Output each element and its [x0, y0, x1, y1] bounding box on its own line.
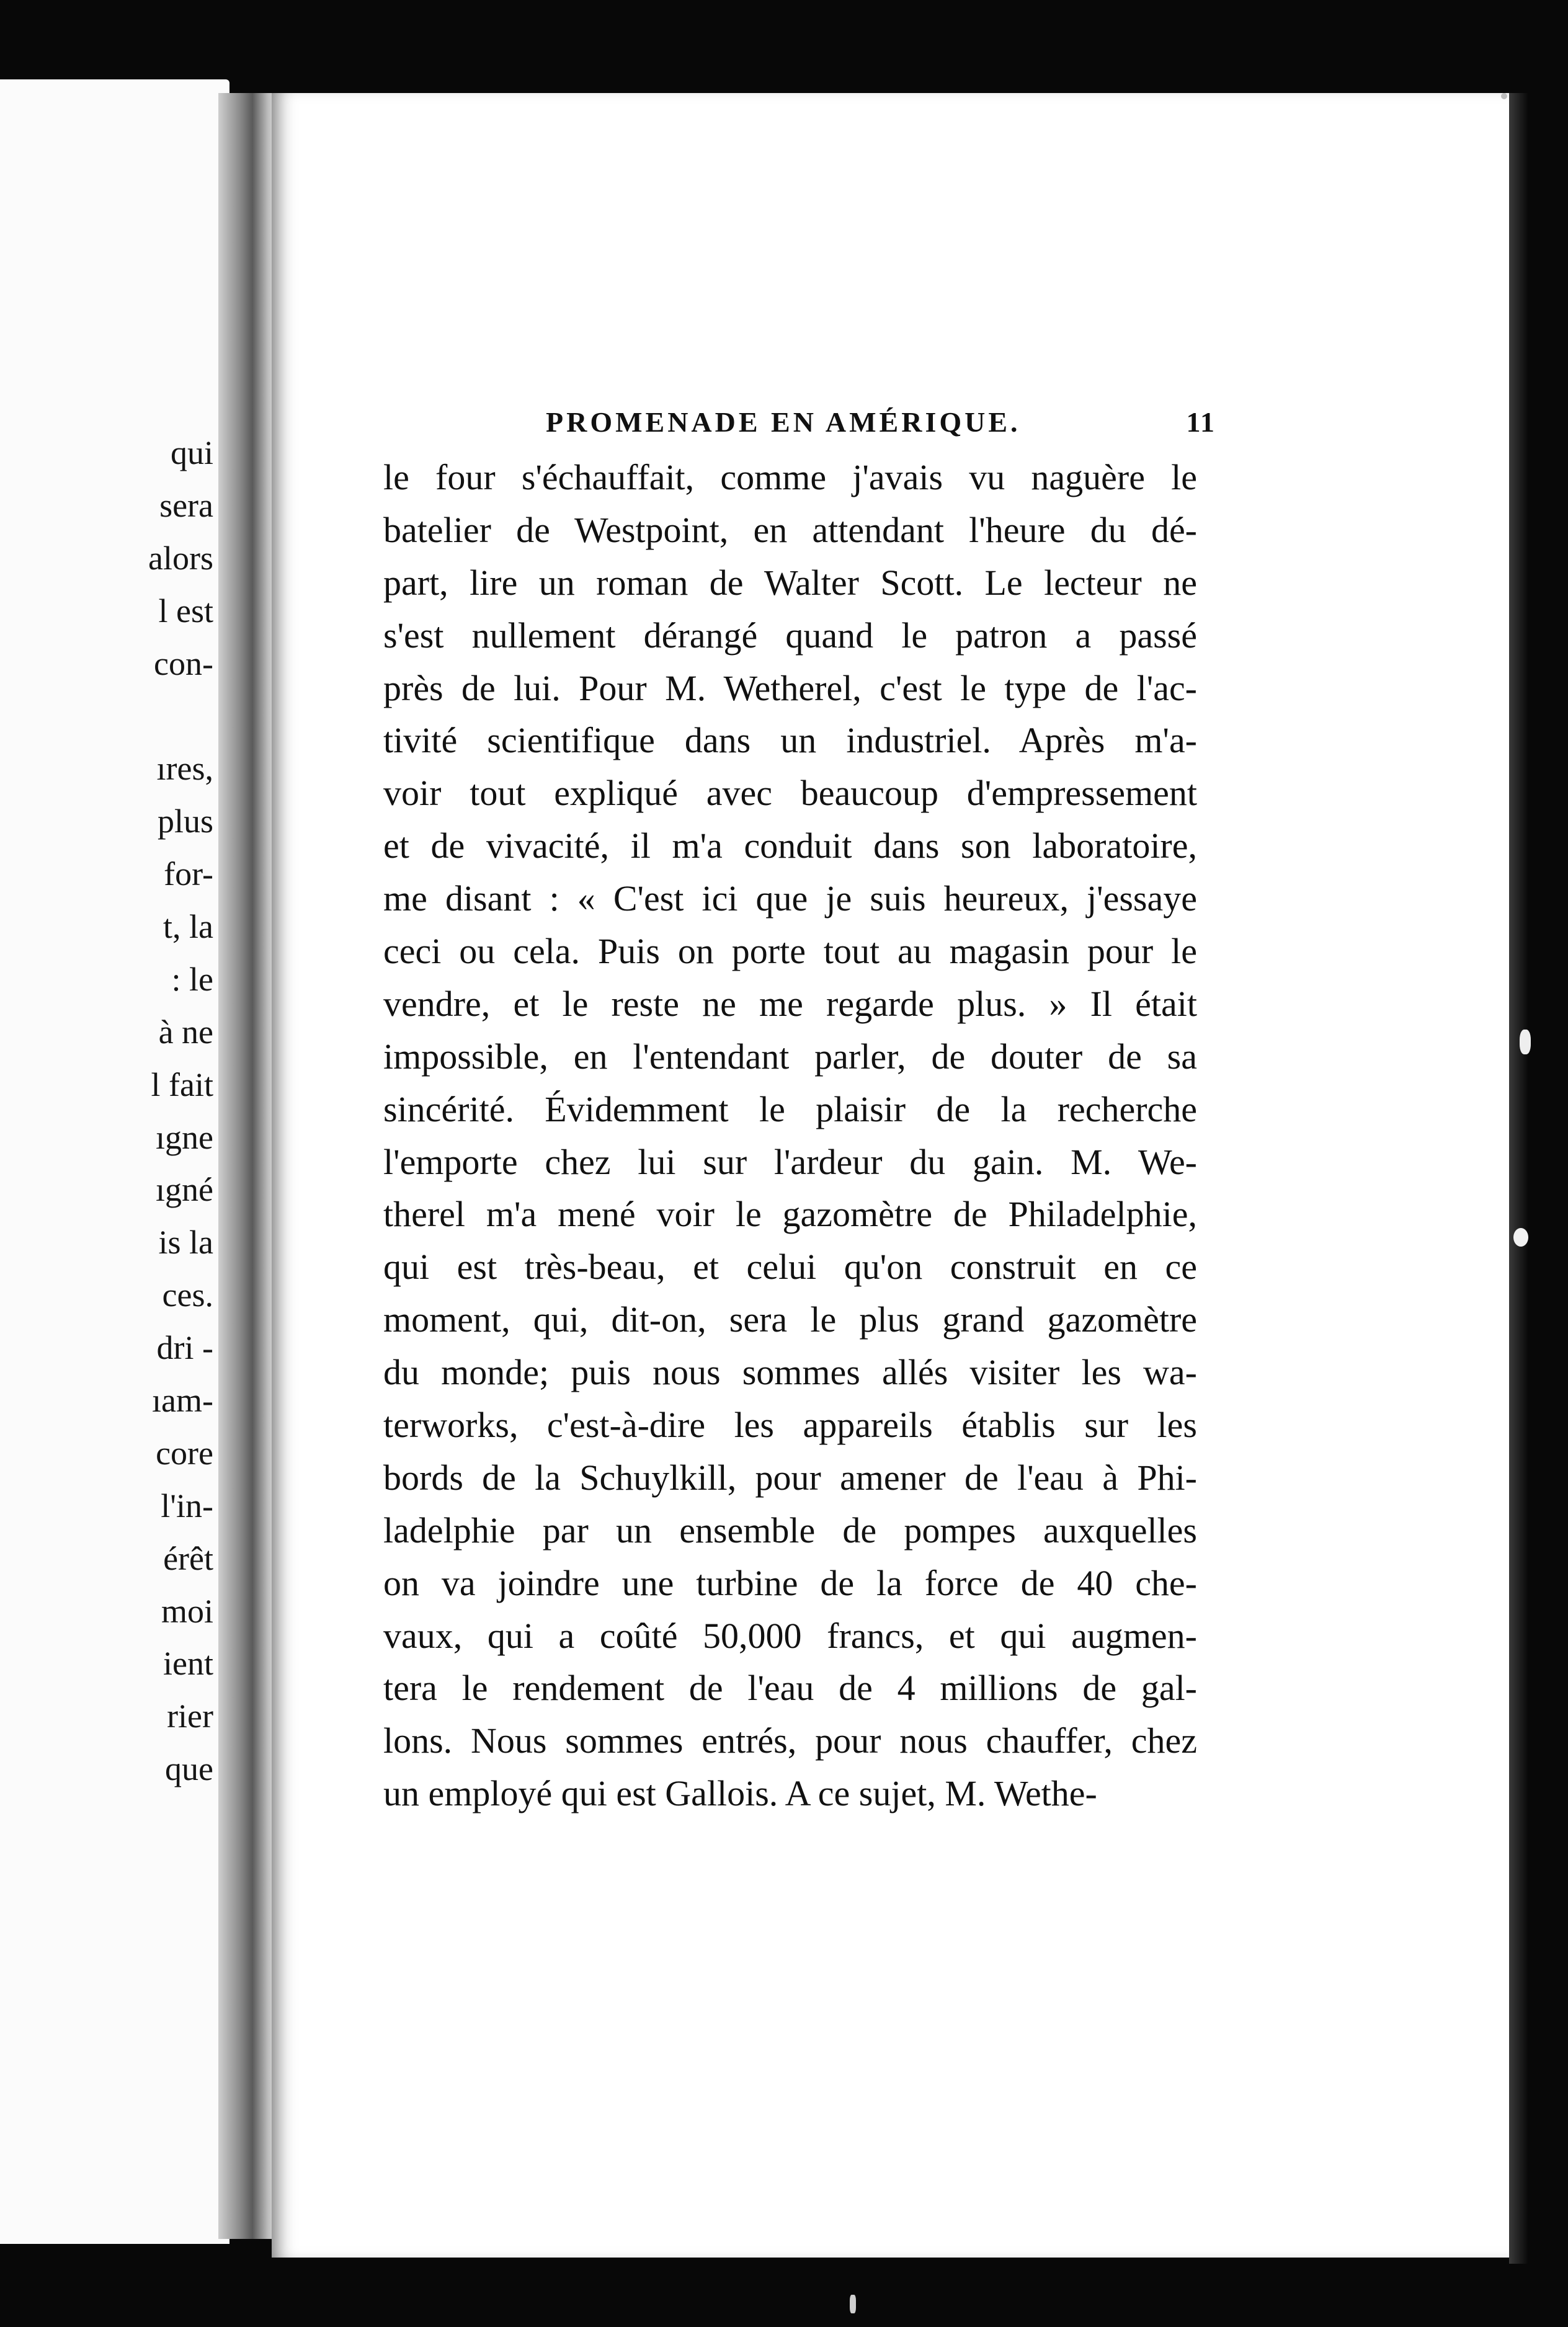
scan-speck — [850, 2295, 856, 2313]
text-line: lons. Nous sommes entrés, pour nous chauffer, chez — [383, 1720, 1197, 1761]
text-line: part, lire un roman de Walter Scott. Le lecteur ne — [383, 562, 1197, 603]
running-title: PROMENADE EN AMÉRIQUE. — [546, 406, 1021, 438]
page-edge-shadow — [1509, 93, 1528, 2264]
facing-line: dri - — [156, 1329, 213, 1367]
facing-line: que — [165, 1750, 213, 1788]
facing-line: for- — [164, 855, 213, 893]
facing-line: sera — [159, 486, 213, 524]
facing-line: : le — [171, 960, 213, 998]
text-line: bords de la Schuylkill, pour amener de l'eau à Phi- — [383, 1457, 1197, 1498]
text-line: s'est nullement dérangé quand le patron a passé — [383, 615, 1197, 656]
facing-line: con- — [154, 644, 213, 682]
text-line: on va joindre une turbine de la force de 40 che- — [383, 1562, 1197, 1603]
facing-line: moi — [161, 1592, 213, 1630]
facing-line: à ne — [158, 1013, 213, 1051]
page-number: 11 — [1186, 406, 1216, 438]
text-line: vaux, qui a coûté 50,000 francs, et qui augmen- — [383, 1615, 1197, 1656]
body-text — [383, 452, 1197, 1820]
running-head — [546, 406, 1216, 449]
facing-line: l'in- — [161, 1487, 213, 1524]
facing-line: ıres, — [156, 750, 213, 788]
text-line: vendre, et le reste ne me regarde plus. » Il était — [383, 983, 1197, 1024]
facing-line: core — [156, 1434, 213, 1472]
text-line: et de vivacité, il m'a conduit dans son laboratoire, — [383, 825, 1197, 866]
facing-line: ıgné — [156, 1171, 213, 1209]
text-line: près de lui. Pour M. Wetherel, c'est le type de l'ac- — [383, 667, 1197, 708]
facing-line: l est — [158, 592, 213, 630]
text-line: tivité scientifique dans un industriel. Après m'a- — [383, 720, 1197, 761]
text-line: tera le rendement de l'eau de 4 millions de gal- — [383, 1668, 1197, 1709]
text-line: sincérité. Évidemment le plaisir de la recherche — [383, 1088, 1197, 1129]
text-line: terworks, c'est-à-dire les appareils établis sur les — [383, 1405, 1197, 1446]
text-line: voir tout expliqué avec beaucoup d'empressement — [383, 773, 1197, 814]
facing-line: rier — [167, 1697, 213, 1735]
text-line: impossible, en l'entendant parler, de douter de sa — [383, 1036, 1197, 1077]
facing-page-line-ends — [0, 427, 217, 1795]
scan-speck — [1501, 93, 1507, 99]
scan-speck — [1520, 1030, 1531, 1054]
text-line: ceci ou cela. Puis on porte tout au magasin pour le — [383, 931, 1197, 972]
text-line: ladelphie par un ensemble de pompes auxquelles — [383, 1510, 1197, 1551]
facing-line: érêt — [163, 1539, 213, 1577]
facing-line: qui — [170, 434, 213, 471]
text-line: un employé qui est Gallois. A ce sujet, M. Wethe- — [383, 1773, 1097, 1814]
facing-page-fragment — [0, 79, 229, 2244]
facing-line: ient — [163, 1645, 213, 1683]
facing-line: plus — [157, 803, 213, 840]
text-line: le four s'échauffait, comme j'avais vu naguère le — [383, 457, 1197, 497]
text-line: l'emporte chez lui sur l'ardeur du gain. M. We- — [383, 1141, 1197, 1182]
text-line: therel m'a mené voir le gazomètre de Philadelphie, — [383, 1194, 1197, 1235]
text-line: moment, qui, dit-on, sera le plus grand gazomètre — [383, 1299, 1197, 1340]
facing-line: l fait — [151, 1066, 213, 1103]
facing-line: ces. — [162, 1276, 213, 1314]
facing-line — [0, 690, 217, 742]
facing-line: t, la — [163, 908, 213, 946]
book-gutter — [218, 93, 280, 2239]
text-line: qui est très-beau, et celui qu'on construit en ce — [383, 1247, 1197, 1288]
scan-speck — [1513, 1228, 1528, 1247]
facing-line: ıgne — [156, 1118, 213, 1156]
text-line: du monde; puis nous sommes allés visiter les wa- — [383, 1352, 1197, 1393]
facing-line: ıam- — [152, 1382, 213, 1420]
facing-line: alors — [148, 539, 213, 577]
facing-line: is la — [158, 1224, 213, 1261]
text-line: me disant : « C'est ici que je suis heureux, j'essaye — [383, 878, 1197, 919]
text-line: batelier de Westpoint, en attendant l'heure du dé- — [383, 509, 1197, 550]
